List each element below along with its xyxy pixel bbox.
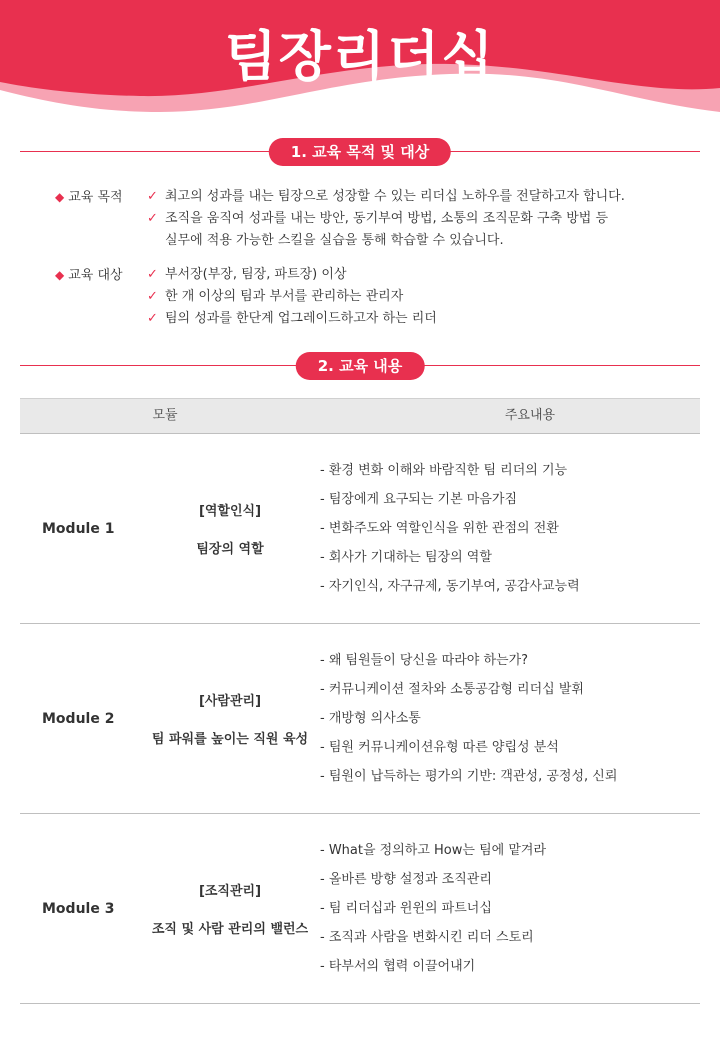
content-item: - 올바른 방향 설정과 조직관리: [320, 872, 492, 887]
table-header: [20, 398, 700, 434]
diamond-icon: ◆: [55, 268, 65, 282]
check-icon: ✓: [147, 211, 158, 226]
content-item: - 팀원 커뮤니케이션유형 따른 양립성 분석: [320, 740, 559, 755]
section-heading-content: [20, 352, 700, 380]
module-contents: [320, 814, 700, 1003]
column-header-module: 모듈: [152, 408, 178, 423]
topic-tag: [조직관리]: [198, 883, 262, 899]
content-item: - 환경 변화 이해와 바람직한 팀 리더의 기능: [320, 463, 568, 478]
content-item: - 개방형 의사소통: [320, 711, 421, 726]
topic-tag: [사람관리]: [198, 693, 262, 709]
info-item: ✓ 한 개 이상의 팀과 부서를 관리하는 관리자: [147, 286, 707, 308]
module-contents: [320, 434, 700, 623]
module-name: Module 2: [42, 710, 115, 727]
info-label: ◆ 교육 목적: [55, 190, 123, 205]
table-row: [20, 434, 700, 624]
content-item: - 팀장에게 요구되는 기본 마음가짐: [320, 492, 518, 507]
topic-title: 팀장의 역할: [196, 541, 264, 557]
table-row: [20, 814, 700, 1004]
page-title: 팀장리더십: [224, 25, 496, 88]
header-banner: [0, 0, 720, 125]
content-item: - 타부서의 협력 이끌어내기: [320, 959, 476, 974]
module-topic: [130, 624, 330, 813]
content-item: - 변화주도와 역할인식을 위한 관점의 전환: [320, 521, 559, 536]
topic-title: 팀 파워를 높이는 직원 육성: [151, 731, 309, 747]
module-topic: [130, 434, 330, 623]
module-topic: [130, 814, 330, 1003]
module-name: Module 1: [42, 520, 115, 537]
section-pill: 1. 교육 목적 및 대상: [269, 138, 451, 166]
content-item: - 조직과 사람을 변화시킨 리더 스토리: [320, 930, 534, 945]
topic-tag: [역할인식]: [198, 503, 262, 519]
check-icon: ✓: [147, 267, 158, 282]
info-item: ✓ 부서장(부장, 팀장, 파트장) 이상: [147, 264, 707, 286]
info-items: [147, 264, 707, 330]
section-pill: 2. 교육 내용: [296, 352, 425, 380]
content-item: - 회사가 기대하는 팀장의 역할: [320, 550, 492, 565]
content-item: - 왜 팀원들이 당신을 따라야 하는가?: [320, 653, 529, 668]
info-items: [147, 186, 707, 252]
info-item: ✓ 팀의 성과를 한단계 업그레이드하고자 하는 리더: [147, 308, 707, 330]
table-row: [20, 624, 700, 814]
content-item: - 팀원이 납득하는 평가의 기반: 객관성, 공정성, 신뢰: [320, 769, 618, 784]
curriculum-table: [20, 398, 700, 1004]
module-contents: [320, 624, 700, 813]
content-item: - 팀 리더십과 윈윈의 파트너십: [320, 901, 492, 916]
column-header-contents: 주요내용: [504, 408, 556, 423]
topic-title: 조직 및 사람 관리의 밸런스: [151, 921, 309, 937]
info-item: ✓ 최고의 성과를 내는 팀장으로 성장할 수 있는 리더십 노하우를 전달하고자 합니다.: [147, 186, 707, 208]
check-icon: ✓: [147, 289, 158, 304]
content-item: - 커뮤니케이션 절차와 소통공감형 리더십 발휘: [320, 682, 584, 697]
info-item: ✓ 조직을 움직여 성과를 내는 방안, 동기부여 방법, 소통의 조직문화 구축 방법 등 실무에 적용 가능한 스킬을 실습을 통해 학습할 수 있습니다.: [147, 208, 707, 252]
content-item: - What을 정의하고 How는 팀에 맡겨라: [320, 843, 547, 858]
info-label: ◆ 교육 대상: [55, 268, 123, 283]
section-heading-purpose: [20, 138, 700, 166]
check-icon: ✓: [147, 311, 158, 326]
diamond-icon: ◆: [55, 190, 65, 204]
module-name: Module 3: [42, 900, 115, 917]
content-item: - 자기인식, 자구규제, 동기부여, 공감사교능력: [320, 579, 580, 594]
check-icon: ✓: [147, 189, 158, 204]
